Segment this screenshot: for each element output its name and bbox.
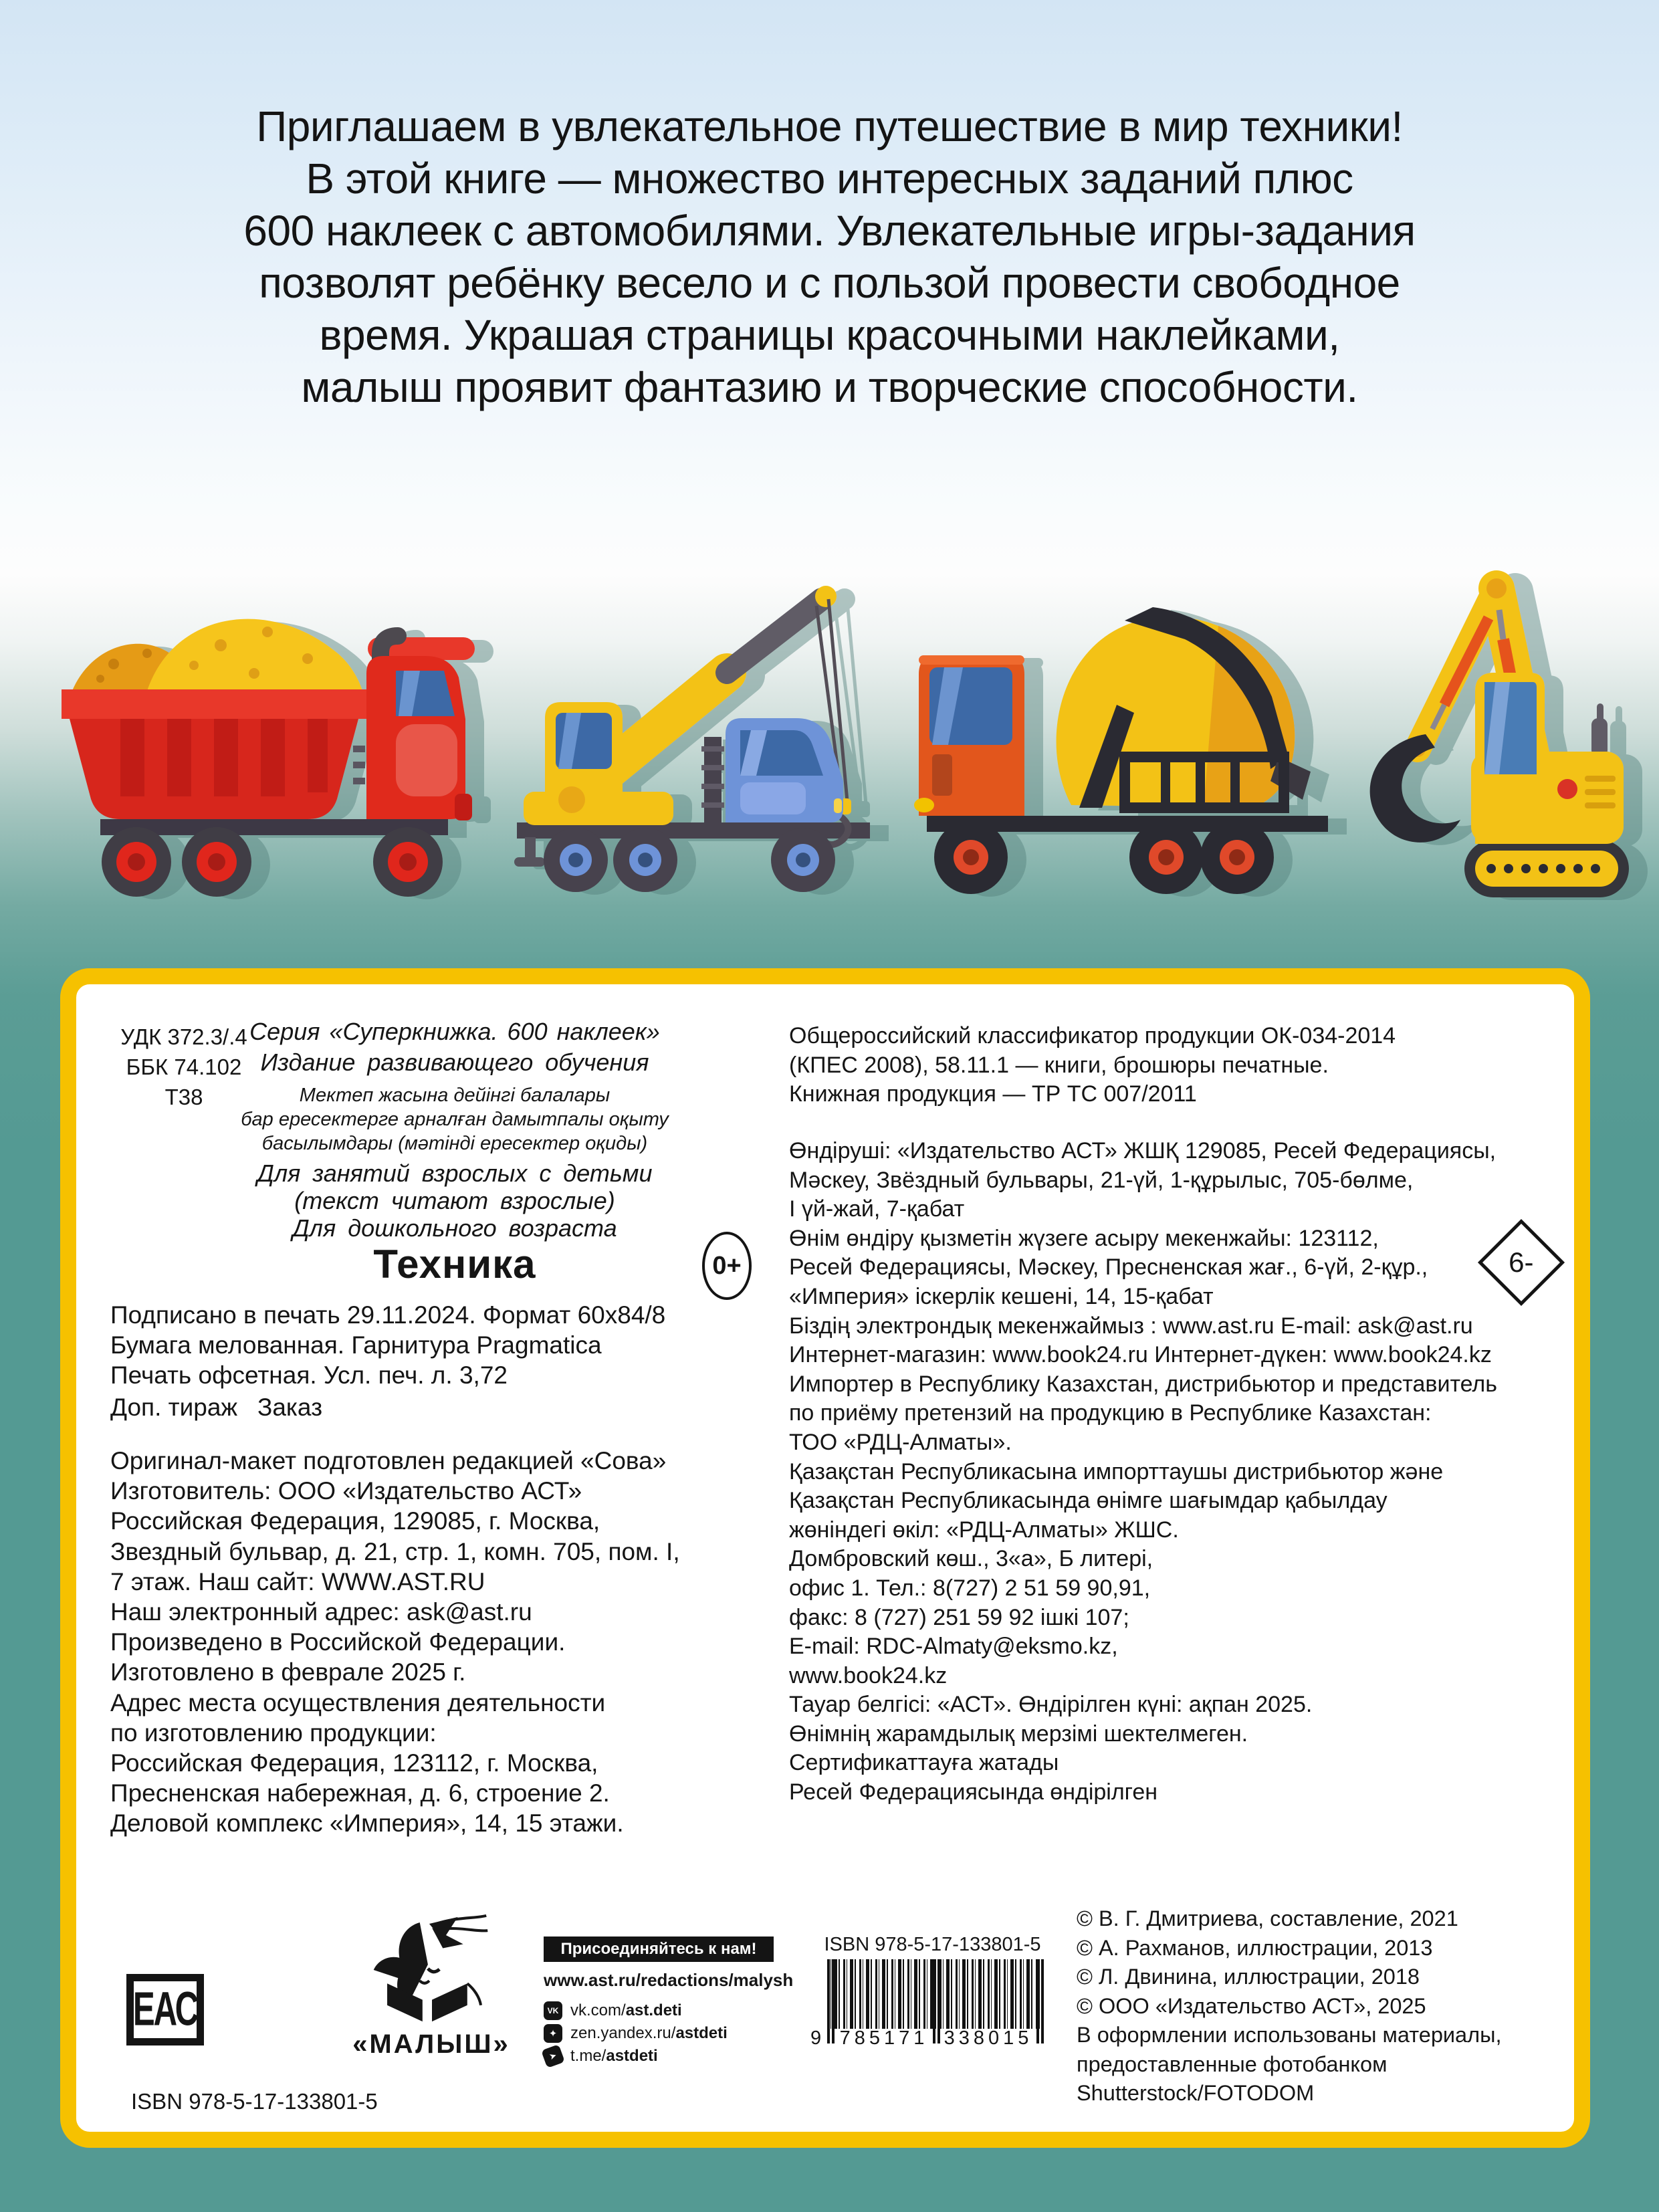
vk-url: vk.com/ast.deti <box>570 2001 682 2019</box>
copyright-block: © В. Г. Дмитриева, составление, 2021 © А. Рахманов, иллюстрации, 2013 © Л. Двинина, иллюстрации, 2018 © ООО «Издательство АСТ», 2025 В оформлении использованы материалы, предоставленные фотобанком Shutterstock/FOTODOM <box>1077 1906 1502 2105</box>
intro-text: Приглашаем в увлекательное путешествие в мир техники! В этой книге — множество интересных заданий плюс 600 наклеек с автомобилями. Увлекательные игры-задания позволят ребёнку весело и с пользой провести свободное время. Украшая страницы красочными наклейками, малыш проявит фантазию и творческие способности. <box>243 102 1416 411</box>
barcode-isbn-label: ISBN 978-5-17-133801-5 <box>824 1934 1041 1955</box>
book-title: Техника <box>373 1242 536 1287</box>
vehicles-illustration <box>0 548 1659 923</box>
malysh-girl-icon <box>340 1914 523 2026</box>
dump-truck-illustration <box>62 619 475 897</box>
print-order-line <box>110 1392 779 1422</box>
kazakhstan-info: Өндіруші: «Издательство АСТ» ЖШҚ 129085, Ресей Федерациясы, Мәскеу, Звёздный бульвары, 21-үй, 1-құрылыс, 705-бөлме, І үй-жай, 7-қабат Өнім өндіру қызметін жүзеге асыру мекенжайы: 123112, Ресей Федерациясы, Мәскеу, Пресненская жағ., 6-үй, 2-құр., «Империя» іскерлік кешені, 14, 15-қабат Біздің электрондық мекенжаймыз : www.ast.ru E-mail: ask@ast.ru Интернет-магазин: www.book24.ru Интернет-дүкен: www.book24.kz Импортер в Республику Казахстан, дистрибьютор и представитель по приёму претензий на продукцию в Республике Казахстан: ТОО «РДЦ-Алматы». Қазақстан Республикасына импорттаушы дистрибьютор және Қазақстан Республикасында өнімге шағымдар қабылдау жөніндегі өкіл: «РДЦ-Алматы» ЖШС. Домбровский көш., 3«а», Б литері, офис 1. Тел.: 8(727) 2 51 59 90,91, факс: 8 (727) 251 59 92 ішкі 107; E-mail: RDC-Almaty@eksmo.kz, www.book24.kz Тауар белгісі: «АСТ». Өндірілген күні: ақпан 2025. Өнімнің жарамдылық мерзімі шектелмеген. Сертификаттауға жатады Ресей Федерациясында өндірілген <box>789 1138 1497 1805</box>
telegram-url: t.me/astdeti <box>570 2047 658 2065</box>
series-block <box>134 1016 776 1242</box>
eac-mark <box>126 1974 204 2045</box>
telegram-icon: ➤ <box>541 2044 565 2068</box>
eac-label: ЕАС <box>132 1983 198 2036</box>
barcode-bars <box>827 1959 1044 2029</box>
malysh-logo <box>340 1914 523 2068</box>
redaction-site: www.ast.ru/redactions/malysh <box>544 1970 794 1990</box>
zen-url: zen.yandex.ru/astdeti <box>570 2024 728 2042</box>
barcode-digits-left: 785171 <box>839 2027 929 2049</box>
isbn-bottom: ISBN 978-5-17-133801-5 <box>131 2089 378 2114</box>
udk-block: УДК 372.3/.4 ББК 74.102 Т38 <box>120 1024 247 1109</box>
barcode-block <box>810 1934 1051 2061</box>
publisher-address: Оригинал-макет подготовлен редакцией «Сова» Изготовитель: ООО «Издательство АСТ» Российская Федерация, 129085, г. Москва, Звездный бульвар, д. 21, стр. 1, комн. 705, пом. I, 7 этаж. Наш сайт: WWW.AST.RU Наш электронный адрес: ask@ast.ru Произведено в Российской Федерации. Изготовлено в феврале 2025 г. Адрес места осуществления деятельности по изготовлению продукции: Российская Федерация, 123112, г. Москва, Пресненская набережная, д. 6, строение 2. Деловой комплекс «Империя», 14, 15 этажи. <box>110 1447 680 1838</box>
product-classifier: Общероссийский классификатор продукции ОК-034-2014 (КПЕС 2008), 58.11.1 — книги, брошюры печатные. Книжная продукция — ТР ТС 007/2011 <box>789 1023 1396 1107</box>
edition-type: Издание развивающего обучения <box>260 1048 649 1076</box>
zakaz-label: Заказ <box>257 1394 323 1421</box>
series-title: Серия «Суперкнижка. 600 наклеек» <box>249 1018 660 1045</box>
age-badge-6minus: 6- <box>1478 1219 1565 1306</box>
vk-icon: VK <box>544 2001 562 2020</box>
barcode-digit-lead: 9 <box>810 2027 826 2049</box>
age-badge-0plus: 0+ <box>702 1232 752 1300</box>
zen-link <box>544 2024 779 2043</box>
crane-truck-illustration <box>514 586 870 892</box>
print-info: Подписано в печать 29.11.2024. Формат 60х84/8 Бумага мелованная. Гарнитура Pragmatica Печать офсетная. Усл. печ. л. 3,72 <box>110 1301 666 1389</box>
vk-link <box>544 2001 779 2020</box>
audience-note: Для занятий взрослых с детьми (текст читают взрослые) Для дошкольного возраста <box>257 1159 653 1242</box>
kazakh-note: Мектеп жасына дейінгі балалары бар ересектерге арналған дамытпалы оқыту басылымдары (мәтінді ересектер оқиды) <box>241 1085 669 1154</box>
social-block <box>544 1937 794 2066</box>
mixer-truck-illustration <box>914 607 1328 894</box>
barcode-digits-right: 338015 <box>944 2027 1033 2049</box>
dop-tirazh-label: Доп. тираж <box>110 1394 238 1421</box>
telegram-link <box>544 2047 779 2066</box>
malysh-label: «МАЛЫШ» <box>352 2029 510 2059</box>
excavator-illustration <box>1370 578 1629 897</box>
join-banner: Присоединяйтесь к нам! <box>544 1937 774 1962</box>
zen-icon: ✦ <box>544 2024 562 2043</box>
